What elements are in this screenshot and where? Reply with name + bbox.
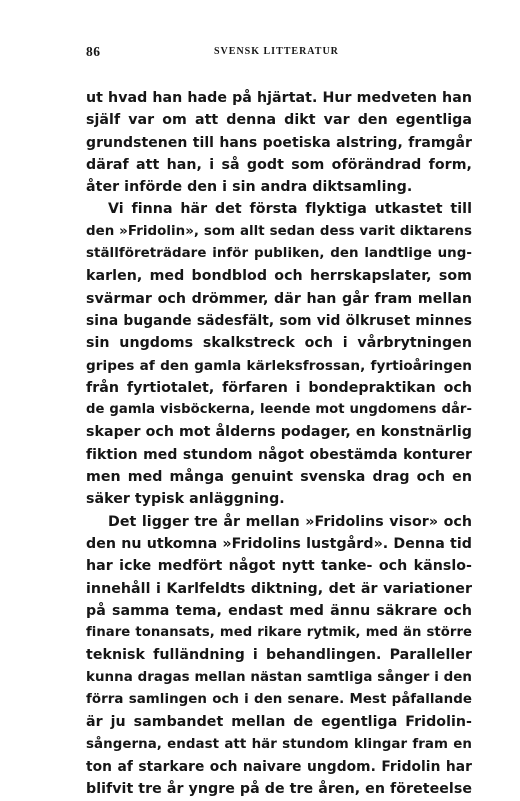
text-line: teknisk fulländning i behandlingen. Paralleller: [86, 647, 472, 664]
text-line: innehåll i Karlfeldts diktning, det är variationer: [86, 580, 472, 597]
text-line: Det ligger tre år mellan »Fridolins visor» och: [108, 513, 472, 530]
text-line: själf var om att denna dikt var den egentliga: [86, 112, 472, 129]
text-line: har icke medfört något nytt tanke- och känslo-: [86, 558, 472, 575]
text-line: ställföreträdare inför publiken, den landtlige ung-: [86, 246, 472, 262]
text-line: gripes af den gamla kärleksfrossan, fyrtioåringen: [86, 357, 472, 374]
text-line: Vi finna här det första flyktiga utkastet till: [108, 201, 472, 218]
text-line: däraf att han, i så godt som oförändrad form,: [86, 156, 472, 173]
text-line: fiktion med stundom något obestämda konturer: [86, 446, 472, 463]
text-line: åter införde den i sin andra diktsamling.: [86, 179, 413, 196]
text-line: karlen, med bondblod och herrskapslater, som: [86, 268, 472, 285]
text-line: är ju sambandet mellan de egentliga Fridolin-: [86, 714, 472, 731]
text-line: sina bugande sädesfält, som vid ölkruset minnes: [86, 312, 472, 329]
text-line: grundstenen till hans poetiska alstring, framgår: [86, 134, 472, 151]
text-line: sångerna, endast att här stundom klingar fram en: [86, 736, 472, 752]
text-line: de gamla visböckerna, leende mot ungdomens dår-: [86, 402, 472, 418]
text-line: svärmar och drömmer, där han går fram mellan: [86, 290, 472, 307]
text-line: förra samlingen och i den senare. Mest påfallande: [86, 692, 472, 708]
text-line: på samma tema, endast med ännu säkrare och: [86, 602, 472, 619]
text-line: skaper och mot ålderns podager, en konstnärlig: [86, 424, 472, 441]
running-head: SVENSK LITTERATUR: [214, 46, 339, 57]
text-line: från fyrtiotalet, förfaren i bondepraktikan och: [86, 379, 472, 396]
text-line: den nu utkomna »Fridolins lustgård». Denna tid: [86, 535, 472, 552]
text-line: ton af starkare och naivare ungdom. Fridolin har: [86, 758, 472, 775]
text-line: säker typisk anläggning.: [86, 491, 285, 508]
body-text: [86, 87, 472, 801]
text-line: kunna dragas mellan nästan samtliga sånger i den: [86, 669, 472, 685]
page-header: [86, 44, 472, 64]
text-line: men med många genuint svenska drag och en: [86, 469, 472, 486]
text-line: finare tonansats, med rikare rytmik, med än större: [86, 625, 472, 641]
text-line: ut hvad han hade på hjärtat. Hur medveten han: [86, 90, 472, 106]
text-line: sin ungdoms skalkstreck och i vårbrytningen: [86, 335, 472, 352]
text-line: blifvit tre år yngre på de tre åren, en företeelse: [86, 781, 472, 798]
page-number: 86: [86, 44, 101, 59]
text-line: den »Fridolin», som allt sedan dess varit diktarens: [86, 223, 472, 239]
